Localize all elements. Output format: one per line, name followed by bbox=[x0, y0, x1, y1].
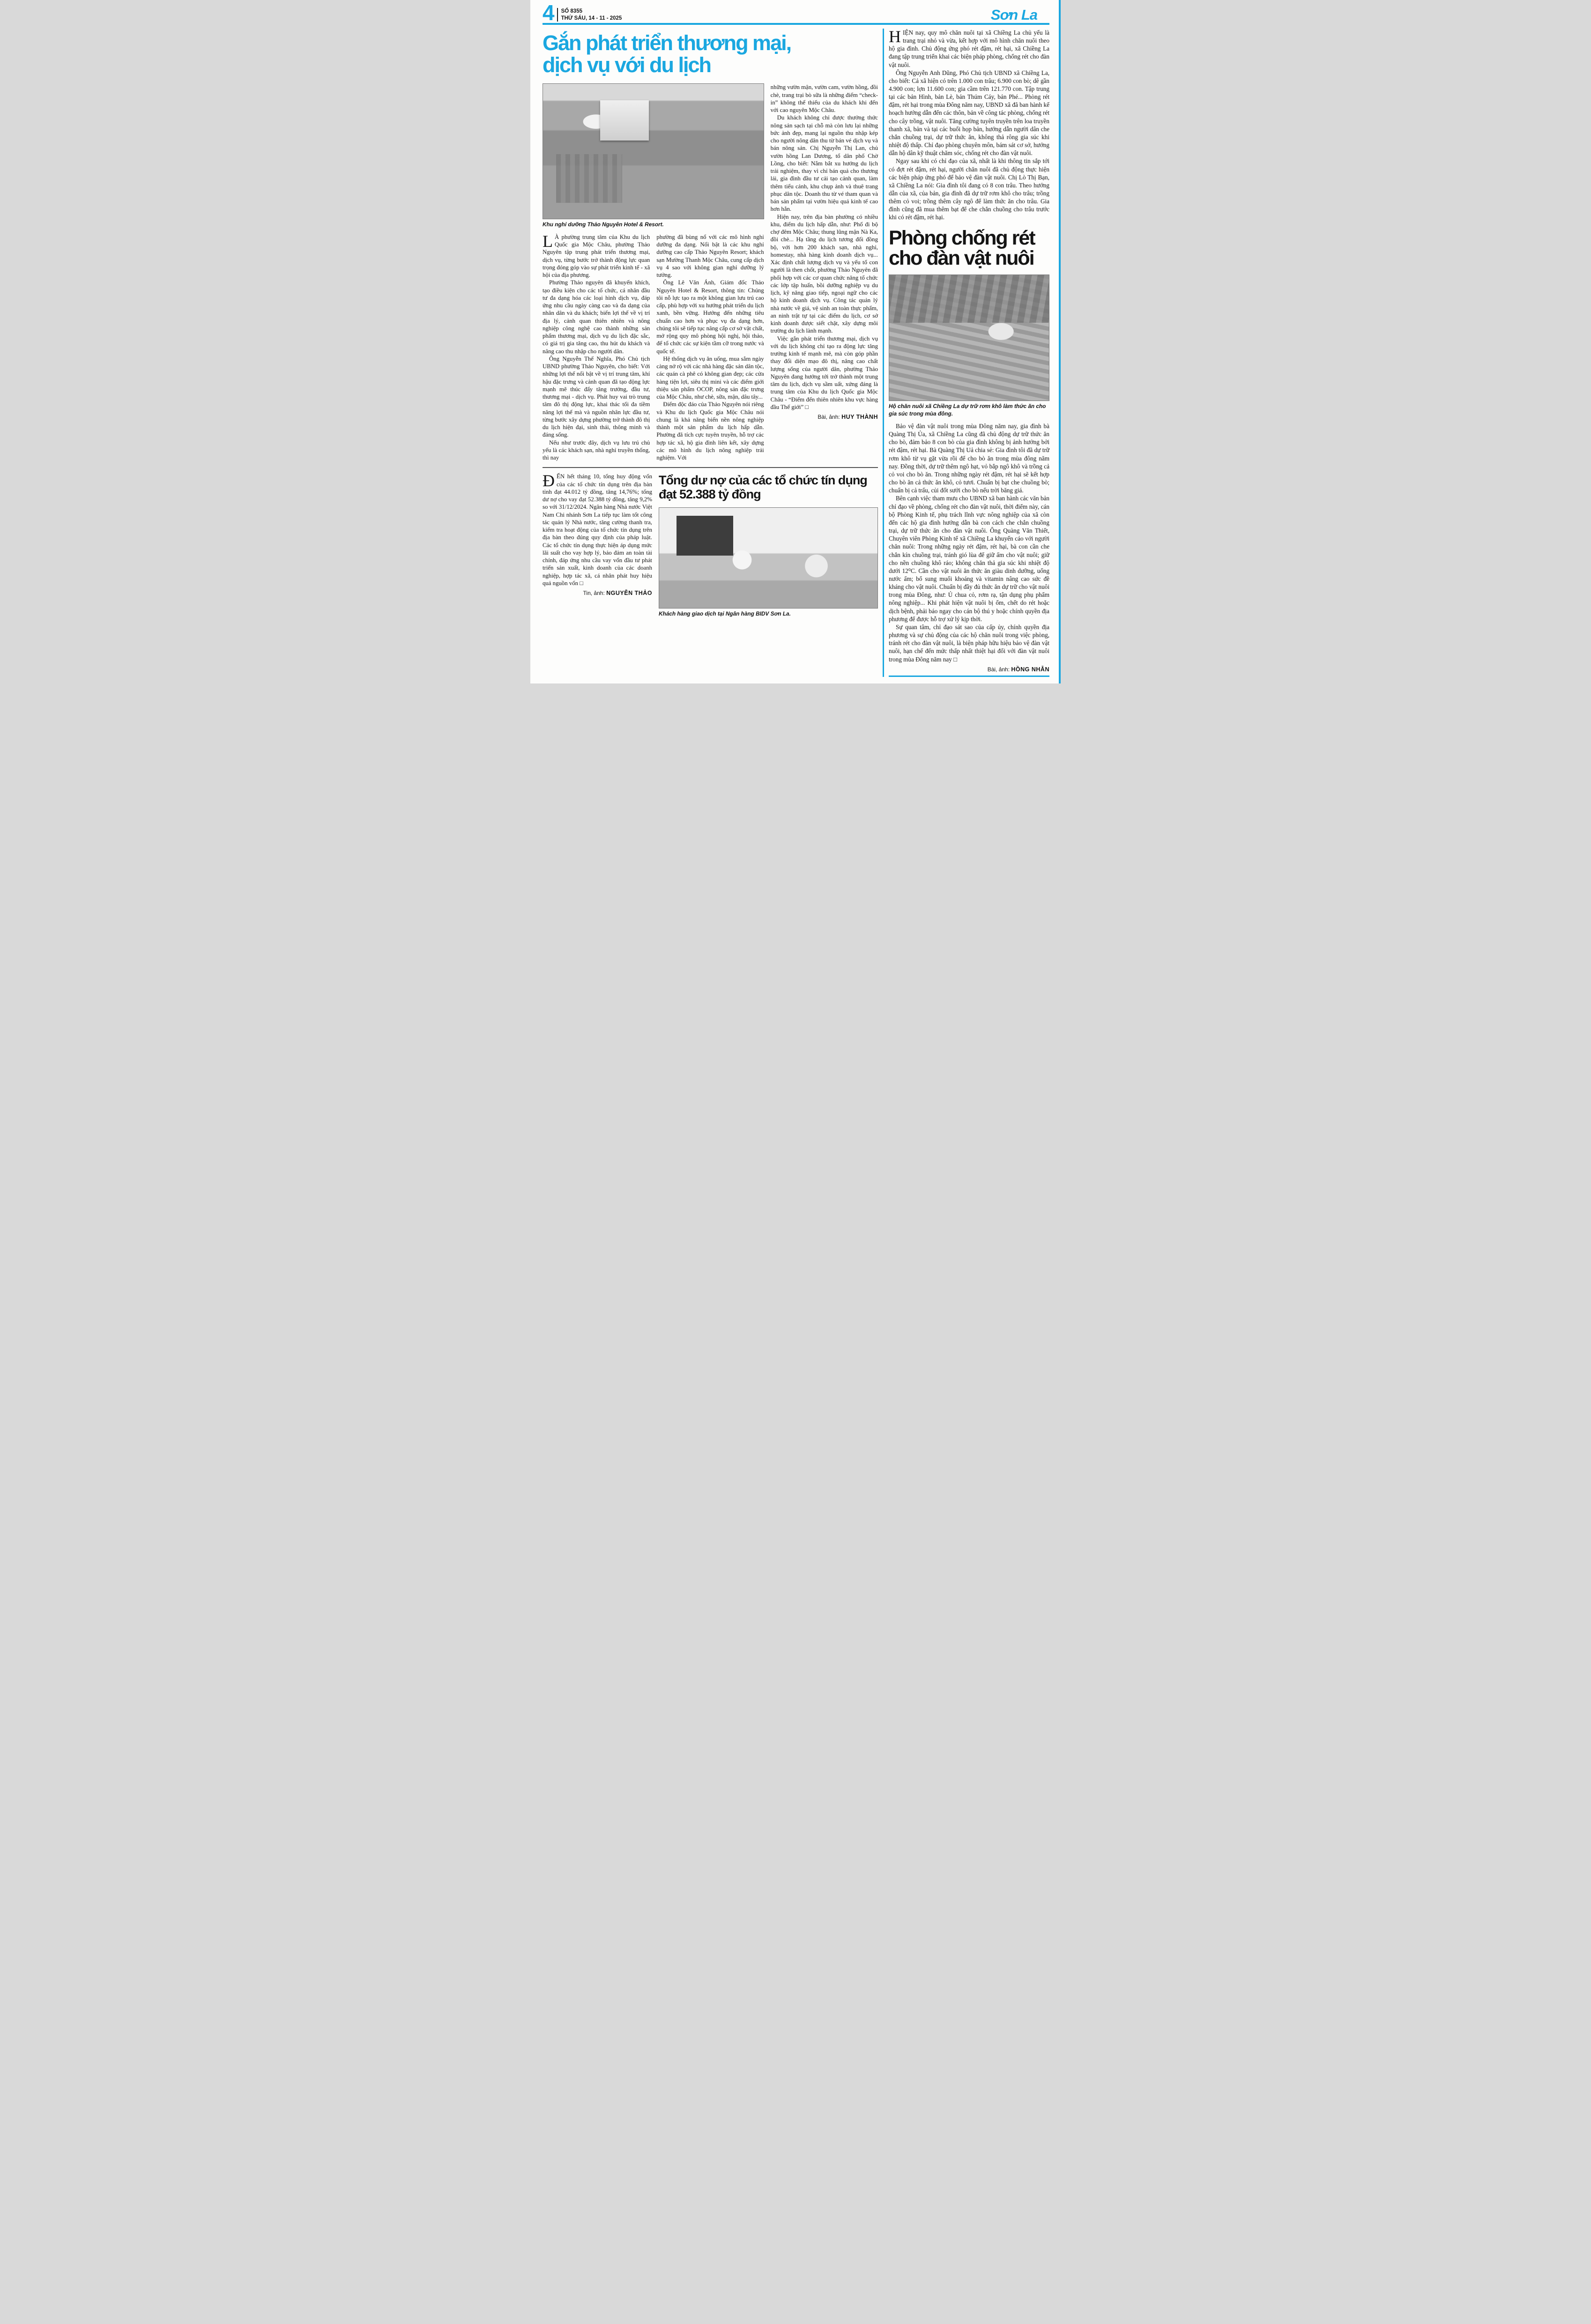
page-header-left bbox=[543, 0, 622, 25]
livestock-photo-caption: Hộ chăn nuôi xã Chiềng La dự trữ rơm khô làm thức ăn cho gia súc trong mùa đông. bbox=[889, 403, 1046, 417]
paragraph: Hiện nay, trên địa bàn phường có nhiều khu, điểm du lịch hấp dẫn, như: Phố đi bộ chợ đêm Mộc Châu; thung lũng mận Nà Ka, đồi chè... Hạ tầng du lịch tương đối đồng bộ, với hơn 200 khách sạn, nhà nghỉ, homestay, nhà hàng kinh doanh dịch vụ... Xác định chất lượng dịch vụ và yếu tố con người là then chốt, phường Thảo Nguyên đã phối hợp với các cơ quan chức năng tổ chức các lớp tập huấn, bồi dưỡng nghiệp vụ du lịch, kỹ năng giao tiếp, ngoại ngữ cho các hộ kinh doanh dịch vụ. Công tác quản lý nhà nước về giá, vệ sinh an toàn thực phẩm, an ninh trật tự tại các điểm du lịch, cơ sở kinh doanh được siết chặt, xây dựng môi trường du lịch lành mạnh. bbox=[770, 213, 878, 334]
column-divider bbox=[883, 29, 884, 677]
paragraph: Ông Nguyễn Anh Dũng, Phó Chủ tịch UBND xã Chiềng La, cho biết: Cả xã hiện có trên 1.000 con trâu; 6.900 con bò; dê gần 4.900 con; lợn 11.600 con; gia cầm trên 121.770 con. Tập trung tại các bản Hình, bản Lè, bản Thúm Cáy, bản Phé... Phòng rét đậm, rét hại trong mùa Đông năm nay, UBND xã đã ban hành kế hoạch hướng dẫn đến các thôn, bản về công tác phòng, chống rét cho cây trồng, vật nuôi. Tăng cường tuyên truyền trên loa truyền thanh xã, bản và tại các buổi họp bản, hướng dẫn người dân che chắn chuồng trại, dự trữ thức ăn, không thả rông gia súc khi nhiệt độ thấp. Chỉ đạo phòng chuyên môn, bám sát cơ sở, hướng dẫn hộ dân kỹ thuật chăm sóc, chống rét cho đàn vật nuôi. bbox=[889, 69, 1049, 157]
paragraph: Bảo vệ đàn vật nuôi trong mùa Đông năm nay, gia đình bà Quàng Thị Ủa, xã Chiềng La cũng đã chủ động dự trữ thức ăn cho bò, đảm bảo 8 con bò của gia đình không bị ảnh hưởng bởi rét đậm, rét hại. Bà Quàng Thị Uả chia sẻ: Gia đình tôi đã dự trữ rơm khô từ vụ gặt vừa rồi để cho bò ăn trong mùa đông năm nay. Đồng thời, dự trữ thêm ngô hạt, vỏ bắp ngô khô và trồng cả cỏ voi cho bò ăn. Trong những ngày rét đậm, rét hại sẽ kết hợp cho bò ăn cả thức ăn khô, cỏ tươi. Chuẩn bị bạt che chuồng bò; chuẩn bị cả trấu, củi đốt sưởi cho bò nếu trời băng giá. bbox=[889, 423, 1049, 494]
credit-brief-byline bbox=[543, 590, 652, 596]
newspaper-page bbox=[530, 0, 1061, 683]
livestock-article-byline bbox=[889, 666, 1049, 673]
byline-label: Tin, ảnh: bbox=[583, 590, 605, 597]
paragraph: Ông Lê Văn Ánh, Giám đốc Thảo Nguyên Hotel & Resort, thông tin: Chúng tôi nỗ lực tạo ra một không gian lưu trú cao cấp, phù hợp với xu hướng phát triển du lịch xanh, bền vững. Hướng đến những tiêu chuẩn cao hơn và phục vụ đa dạng hơn, chúng tôi sẽ tiếp tục nâng cấp cơ sở vật chất, mở rộng quy mô phòng hội nghị, hội thảo, để tổ chức các sự kiện tầm cỡ trong nước và quốc tế. bbox=[656, 279, 764, 355]
paragraph: phường đã bùng nổ với các mô hình nghỉ dưỡng đa dạng. Nổi bật là các khu nghỉ dưỡng cao cấp Thảo Nguyên Resort; khách sạn Mường Thanh Mộc Châu, cung cấp dịch vụ 4 sao với không gian nghỉ dưỡng lý tưởng. bbox=[656, 233, 764, 279]
byline-author: HỒNG NHẪN bbox=[1011, 666, 1049, 673]
paragraph: Nếu như trước đây, dịch vụ lưu trú chủ yếu là các khách sạn, nhà nghỉ truyền thống, thì nay bbox=[543, 439, 650, 461]
credit-brief bbox=[543, 473, 652, 622]
paragraph: ĐẾN hết tháng 10, tổng huy động vốn của các tổ chức tín dụng trên địa bàn tỉnh đạt 44.012 tỷ đồng, tăng 14,76%; tổng dư nợ cho vay đạt 52.388 tỷ đồng, tăng 9,2% so với 31/12/2024. Ngân hàng Nhà nước Việt Nam Chi nhánh Sơn La tiếp tục làm tốt công tác quản lý Nhà nước, tăng cường thanh tra, kiểm tra hoạt động của tổ chức tín dụng trên địa bàn theo đúng quy định của pháp luật. Các tổ chức tín dụng thực hiện áp dụng mức lãi suất cho vay hợp lý, bảo đảm an toàn tài chính, đáp ứng nhu cầu vay vốn đầu tư phát triển sản xuất, kinh doanh của các doanh nghiệp, hợp tác xã, cá nhân phát huy hiệu quả nguồn vốn □ bbox=[543, 471, 652, 587]
paragraph: Hệ thống dịch vụ ăn uống, mua sắm ngày càng nở rộ với các nhà hàng đặc sản dân tộc, các quán cà phê có không gian đẹp; các cửa hàng tiện lợi, siêu thị mini và các điểm giới thiệu sản phẩm OCOP, nông sản đặc trưng của Mộc Châu, như chè, sữa, mận, dâu tây... bbox=[656, 355, 764, 401]
paragraph: Phường Thảo nguyên đã khuyến khích, tạo điều kiện cho các tổ chức, cá nhân đầu tư đa dạng hóa các loại hình dịch vụ, đáp ứng nhu cầu ngày càng cao và đa dạng của nhân dân và du khách; biến lợi thế về vị trí địa lý, cảnh quan thiên nhiên và nông nghiệp công nghệ cao thành những sản phẩm thương mại, dịch vụ du lịch đặc sắc, có giá trị gia tăng cao, thu hút du khách và nâng cao thu nhập cho người dân. bbox=[543, 279, 650, 355]
main-article-byline bbox=[771, 414, 878, 420]
main-article bbox=[543, 83, 878, 461]
bank-photo-caption: Khách hàng giao dịch tại Ngân hàng BIDV Sơn La. bbox=[659, 610, 791, 617]
livestock-article-headline: Phòng chống rét cho đàn vật nuôi bbox=[889, 226, 1035, 270]
paragraph: Ngay sau khi có chỉ đạo của xã, nhất là khi thông tin sắp tới có đợt rét đậm, rét hại, người chăn nuôi đã chủ động thực hiện các biện pháp ứng phó để bảo vệ đàn vật nuôi. Chị Lò Thị Bạn, xã Chiềng La nói: Gia đình tôi đang có 8 con trâu. Theo hướng dẫn của xã, của bản, gia đình đã dự trữ rơm khô cho trâu; trồng thêm cỏ voi; trồng thêm cây ngô để làm thức ăn cho trâu. Gia đình cũng đã mua thêm bạt để che chắn chuồng cho trâu trước khi có rét đậm, rét hại. bbox=[889, 157, 1049, 221]
paragraph: Sự quan tâm, chỉ đạo sát sao của cấp ủy, chính quyền địa phương và sự chủ động của các hộ chăn nuôi trong việc phòng, tránh rét cho đàn vật nuôi, là biện pháp hữu hiệu bảo vệ đàn vật nuôi, hạn chế đến mức thấp nhất thiệt hại đối với đàn vật nuôi trong mùa Đông năm nay □ bbox=[889, 623, 1049, 663]
paragraph: những vườn mận, vườn cam, vườn hồng, đồi chè, trang trại bò sữa là những điểm “check-in” không thể thiếu của du khách khi đến với cao nguyên Mộc Châu. bbox=[770, 84, 878, 114]
bottom-section bbox=[543, 467, 878, 622]
byline-author: NGUYỄN THẢO bbox=[606, 590, 652, 597]
main-article-headline: Gắn phát triển thương mại, dịch vụ với du lịch bbox=[543, 30, 791, 77]
main-article-column-3 bbox=[771, 83, 878, 461]
bank-photo bbox=[659, 507, 878, 609]
paragraph: HIỆN nay, quy mô chăn nuôi tại xã Chiềng La chủ yếu là trang trại nhỏ và vừa, kết hợp với mô hình chăn nuôi theo hộ gia đình. Chủ động ứng phó rét đậm, rét hại, xã Chiềng La đang tập trung triển khai các biện pháp phòng, chống rét cho đàn vật nuôi. bbox=[889, 27, 1049, 68]
resort-photo-caption: Khu nghỉ dưỡng Thảo Nguyên Hotel & Resort. bbox=[543, 221, 664, 228]
main-article-column-1 bbox=[543, 233, 650, 462]
paragraph: Ông Nguyễn Thế Nghĩa, Phó Chủ tịch UBND phường Thảo Nguyên, cho biết: Với những lợi thế nổi bật về vị trí trung tâm, khí hậu đặc trưng và cảnh quan đã tạo động lực mạnh mẽ thúc đẩy tăng trưởng, đầu tư, thương mại - dịch vụ. Phát huy vai trò trung tâm đô thị động lực, khai thác tối đa tiềm năng lợi thế mà và nguồn nhân lực đầu tư, từng bước xây dựng phường trở thành đô thị du lịch hiện đại, sinh thái, thông minh và đáng sống. bbox=[543, 355, 650, 438]
credit-article-headline: Tổng dư nợ của các tổ chức tín dụng đạt 52.388 tỷ đồng bbox=[659, 473, 867, 501]
page-content bbox=[543, 29, 1049, 677]
main-zone bbox=[543, 29, 878, 677]
livestock-photo bbox=[889, 275, 1049, 401]
byline-label: Bài, ảnh: bbox=[818, 414, 840, 421]
paragraph: LÀ phường trung tâm của Khu du lịch Quốc gia Mộc Châu, phường Thảo Nguyên tập trung phát triển thương mại, dịch vụ, từng bước trở thành động lực quan trọng đóng góp vào sự phát triển kinh tế - xã hội của địa phương. bbox=[543, 231, 650, 279]
byline-author: HUY THÀNH bbox=[841, 414, 878, 421]
issue-date: THỨ SÁU, 14 - 11 - 2025 bbox=[561, 15, 622, 21]
livestock-article bbox=[889, 29, 1049, 677]
page-header bbox=[543, 0, 1049, 25]
credit-article bbox=[659, 473, 878, 622]
paragraph: Du khách không chỉ được thưởng thức nông sản sạch tại chỗ mà còn lưu lại những bức ảnh đẹp, mang lại nguồn thu nhập kép cho người nông dân thu từ bán vé dịch vụ và bán nông sản. Chị Nguyễn Thị Lan, chủ vườn hồng Lan Dương, tổ dân phố Chờ Lồng, cho biết: Nắm bắt xu hướng du lịch trải nghiệm, thay vì chỉ bán quả cho thương lái, gia đình đầu tư cải tạo cảnh quan, làm thêm tiểu cảnh, khu chụp ảnh và thuê trang phục dân tộc. Doanh thu từ vé tham quan và bán sản phẩm tại vườn hiệu quả kinh tế cao hơn hẳn. bbox=[770, 114, 878, 213]
issue-block bbox=[557, 8, 622, 22]
page-number: 4 bbox=[543, 0, 554, 25]
paragraph: Điểm độc đáo của Thảo Nguyên nói riêng và Khu du lịch Quốc gia Mộc Châu nói chung là khả năng biến nền nông nghiệp thành một sản phẩm du lịch hấp dẫn. Phường đã tích cực tuyên truyền, hỗ trợ các hợp tác xã, hộ gia đình liên kết, xây dựng các mô hình du lịch nông nghiệp trải nghiệm. Với bbox=[656, 401, 764, 461]
byline-label: Bài, ảnh: bbox=[987, 666, 1010, 673]
issue-number: SỐ 8355 bbox=[561, 8, 582, 15]
main-article-column-2 bbox=[656, 233, 764, 462]
masthead-title: Sơn La bbox=[990, 6, 1037, 23]
paragraph: Việc gắn phát triển thương mại, dịch vụ với du lịch không chỉ tạo ra động lực tăng trưởng kinh tế mạnh mẽ, mà còn góp phần thay đổi diện mạo đô thị, nâng cao chất lượng sống của người dân, phường Thảo Nguyên đang hướng tới trở thành một trung tâm du lịch, dịch vụ sầm uất, xứng đáng là trung tâm của Khu du lịch Quốc gia Mộc Châu - “Điểm đến thiên nhiên khu vực hàng đầu Thế giới” □ bbox=[770, 335, 878, 410]
paragraph: Bên cạnh việc tham mưu cho UBND xã ban hành các văn bản chỉ đạo về phòng, chống rét cho đàn vật nuôi, thời điểm này, cán bộ Phòng Kinh tế, phụ trách lĩnh vực nông nghiệp của xã còn đến các hộ gia đình hướng dẫn bà con cách che chắn chuồng trại, dự trữ thức ăn cho đàn vật nuôi. Ông Quàng Văn Thiết, Chuyên viên Phòng Kinh tế xã Chiềng La khuyến cáo với người chăn nuôi: Trong những ngày rét đậm, rét hại, bà con cần che chắn kín chuồng trại, tránh gió lùa để giữ ấm cho vật nuôi; giữ cho nền chuồng khô ráo; không chăn thả gia súc khi nhiệt độ dưới 12⁰C. Cần cho vật nuôi ăn thức ăn giàu dinh dưỡng, uống nước ấm; bổ sung muối khoáng và vitamin nâng cao sức đề kháng cho vật nuôi. Chuẩn bị đầy đủ thức ăn dự trữ cho vật nuôi trong mùa Đông, như: Ủ chua cỏ, rơm rạ, tận dụng phụ phẩm nông nghiệp... Khi phát hiện vật nuôi bị ốm, chết do rét hoặc dịch bệnh, phải báo ngay cho cán bộ thú y hoặc chính quyền địa phương để được hỗ trợ xử lý kịp thời. bbox=[889, 495, 1049, 623]
resort-photo bbox=[543, 83, 764, 219]
